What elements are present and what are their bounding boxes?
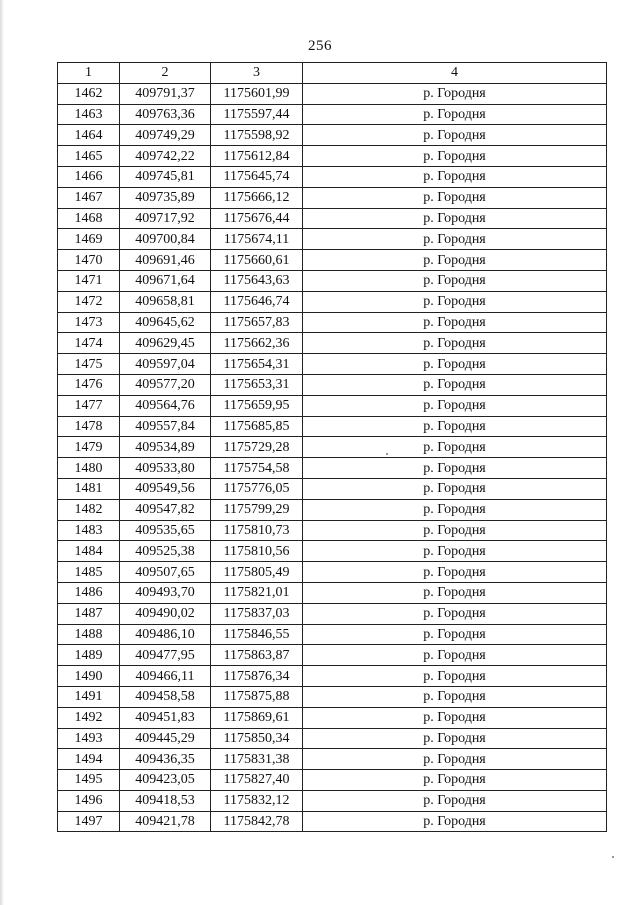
point-number-cell: 1496 <box>58 790 120 811</box>
x-coordinate-cell: 409486,10 <box>120 624 211 645</box>
column-header-2: 2 <box>120 63 211 84</box>
page-number: 256 <box>308 38 332 54</box>
table-row <box>58 707 607 728</box>
scan-speck <box>386 453 388 455</box>
point-number-cell: 1469 <box>58 229 120 250</box>
description-cell: р. Городня <box>303 728 607 749</box>
table-row <box>58 354 607 375</box>
x-coordinate-cell: 409418,53 <box>120 790 211 811</box>
point-number-cell: 1476 <box>58 374 120 395</box>
table-row <box>58 790 607 811</box>
x-coordinate-cell: 409477,95 <box>120 645 211 666</box>
point-number-cell: 1464 <box>58 125 120 146</box>
y-coordinate-cell: 1175850,34 <box>211 728 303 749</box>
y-coordinate-cell: 1175875,88 <box>211 686 303 707</box>
x-coordinate-cell: 409717,92 <box>120 208 211 229</box>
point-number-cell: 1482 <box>58 499 120 520</box>
column-header-4: 4 <box>303 63 607 84</box>
point-number-cell: 1495 <box>58 770 120 791</box>
y-coordinate-cell: 1175657,83 <box>211 312 303 333</box>
table-row <box>58 520 607 541</box>
description-cell: р. Городня <box>303 686 607 707</box>
table-row <box>58 416 607 437</box>
point-number-cell: 1488 <box>58 624 120 645</box>
x-coordinate-cell: 409557,84 <box>120 416 211 437</box>
point-number-cell: 1497 <box>58 811 120 832</box>
point-number-cell: 1463 <box>58 104 120 125</box>
description-cell: р. Городня <box>303 354 607 375</box>
description-cell: р. Городня <box>303 811 607 832</box>
description-cell: р. Городня <box>303 187 607 208</box>
point-number-cell: 1471 <box>58 270 120 291</box>
table-row <box>58 499 607 520</box>
table-row <box>58 187 607 208</box>
table-row <box>58 770 607 791</box>
description-cell: р. Городня <box>303 166 607 187</box>
x-coordinate-cell: 409763,36 <box>120 104 211 125</box>
y-coordinate-cell: 1175654,31 <box>211 354 303 375</box>
point-number-cell: 1493 <box>58 728 120 749</box>
description-cell: р. Городня <box>303 499 607 520</box>
point-number-cell: 1492 <box>58 707 120 728</box>
point-number-cell: 1491 <box>58 686 120 707</box>
point-number-cell: 1481 <box>58 478 120 499</box>
description-cell: р. Городня <box>303 333 607 354</box>
table-row <box>58 582 607 603</box>
x-coordinate-cell: 409791,37 <box>120 83 211 104</box>
point-number-cell: 1466 <box>58 166 120 187</box>
y-coordinate-cell: 1175597,44 <box>211 104 303 125</box>
point-number-cell: 1487 <box>58 603 120 624</box>
point-number-cell: 1480 <box>58 458 120 479</box>
y-coordinate-cell: 1175846,55 <box>211 624 303 645</box>
x-coordinate-cell: 409423,05 <box>120 770 211 791</box>
description-cell: р. Городня <box>303 146 607 167</box>
table-row <box>58 125 607 146</box>
x-coordinate-cell: 409535,65 <box>120 520 211 541</box>
point-number-cell: 1468 <box>58 208 120 229</box>
description-cell: р. Городня <box>303 624 607 645</box>
table-row <box>58 728 607 749</box>
description-cell: р. Городня <box>303 582 607 603</box>
y-coordinate-cell: 1175653,31 <box>211 374 303 395</box>
table-row <box>58 229 607 250</box>
table-row <box>58 104 607 125</box>
description-cell: р. Городня <box>303 437 607 458</box>
scan-edge-shadow <box>0 0 4 905</box>
x-coordinate-cell: 409436,35 <box>120 749 211 770</box>
y-coordinate-cell: 1175729,28 <box>211 437 303 458</box>
y-coordinate-cell: 1175645,74 <box>211 166 303 187</box>
point-number-cell: 1473 <box>58 312 120 333</box>
y-coordinate-cell: 1175685,85 <box>211 416 303 437</box>
table-row <box>58 333 607 354</box>
point-number-cell: 1467 <box>58 187 120 208</box>
y-coordinate-cell: 1175659,95 <box>211 395 303 416</box>
description-cell: р. Городня <box>303 458 607 479</box>
table-row <box>58 541 607 562</box>
table-row <box>58 624 607 645</box>
x-coordinate-cell: 409525,38 <box>120 541 211 562</box>
y-coordinate-cell: 1175863,87 <box>211 645 303 666</box>
table-row <box>58 250 607 271</box>
table-row <box>58 374 607 395</box>
table-row <box>58 166 607 187</box>
x-coordinate-cell: 409700,84 <box>120 229 211 250</box>
y-coordinate-cell: 1175805,49 <box>211 562 303 583</box>
y-coordinate-cell: 1175810,73 <box>211 520 303 541</box>
table-row <box>58 603 607 624</box>
description-cell: р. Городня <box>303 707 607 728</box>
description-cell: р. Городня <box>303 250 607 271</box>
y-coordinate-cell: 1175799,29 <box>211 499 303 520</box>
description-cell: р. Городня <box>303 104 607 125</box>
description-cell: р. Городня <box>303 83 607 104</box>
description-cell: р. Городня <box>303 395 607 416</box>
y-coordinate-cell: 1175827,40 <box>211 770 303 791</box>
y-coordinate-cell: 1175646,74 <box>211 291 303 312</box>
point-number-cell: 1478 <box>58 416 120 437</box>
y-coordinate-cell: 1175810,56 <box>211 541 303 562</box>
y-coordinate-cell: 1175674,11 <box>211 229 303 250</box>
y-coordinate-cell: 1175662,36 <box>211 333 303 354</box>
table-row <box>58 291 607 312</box>
table-row <box>58 666 607 687</box>
x-coordinate-cell: 409533,80 <box>120 458 211 479</box>
point-number-cell: 1475 <box>58 354 120 375</box>
x-coordinate-cell: 409549,56 <box>120 478 211 499</box>
table-row <box>58 749 607 770</box>
y-coordinate-cell: 1175837,03 <box>211 603 303 624</box>
description-cell: р. Городня <box>303 520 607 541</box>
coordinates-table <box>57 62 607 832</box>
point-number-cell: 1485 <box>58 562 120 583</box>
x-coordinate-cell: 409597,04 <box>120 354 211 375</box>
y-coordinate-cell: 1175601,99 <box>211 83 303 104</box>
table-row <box>58 395 607 416</box>
description-cell: р. Городня <box>303 770 607 791</box>
point-number-cell: 1484 <box>58 541 120 562</box>
description-cell: р. Городня <box>303 291 607 312</box>
x-coordinate-cell: 409490,02 <box>120 603 211 624</box>
table-row <box>58 312 607 333</box>
description-cell: р. Городня <box>303 603 607 624</box>
x-coordinate-cell: 409735,89 <box>120 187 211 208</box>
table-row <box>58 478 607 499</box>
y-coordinate-cell: 1175876,34 <box>211 666 303 687</box>
point-number-cell: 1462 <box>58 83 120 104</box>
description-cell: р. Городня <box>303 749 607 770</box>
table-row <box>58 437 607 458</box>
table-body <box>58 83 607 832</box>
x-coordinate-cell: 409742,22 <box>120 146 211 167</box>
point-number-cell: 1486 <box>58 582 120 603</box>
y-coordinate-cell: 1175660,61 <box>211 250 303 271</box>
description-cell: р. Городня <box>303 666 607 687</box>
description-cell: р. Городня <box>303 478 607 499</box>
point-number-cell: 1472 <box>58 291 120 312</box>
y-coordinate-cell: 1175831,38 <box>211 749 303 770</box>
x-coordinate-cell: 409466,11 <box>120 666 211 687</box>
x-coordinate-cell: 409564,76 <box>120 395 211 416</box>
point-number-cell: 1489 <box>58 645 120 666</box>
x-coordinate-cell: 409445,29 <box>120 728 211 749</box>
y-coordinate-cell: 1175612,84 <box>211 146 303 167</box>
column-header-3: 3 <box>211 63 303 84</box>
point-number-cell: 1465 <box>58 146 120 167</box>
x-coordinate-cell: 409451,83 <box>120 707 211 728</box>
y-coordinate-cell: 1175643,63 <box>211 270 303 291</box>
x-coordinate-cell: 409745,81 <box>120 166 211 187</box>
table-row <box>58 562 607 583</box>
x-coordinate-cell: 409547,82 <box>120 499 211 520</box>
description-cell: р. Городня <box>303 270 607 291</box>
description-cell: р. Городня <box>303 208 607 229</box>
description-cell: р. Городня <box>303 374 607 395</box>
x-coordinate-cell: 409458,58 <box>120 686 211 707</box>
table-row <box>58 645 607 666</box>
table-row <box>58 811 607 832</box>
description-cell: р. Городня <box>303 416 607 437</box>
y-coordinate-cell: 1175754,58 <box>211 458 303 479</box>
y-coordinate-cell: 1175776,05 <box>211 478 303 499</box>
point-number-cell: 1470 <box>58 250 120 271</box>
description-cell: р. Городня <box>303 790 607 811</box>
point-number-cell: 1477 <box>58 395 120 416</box>
description-cell: р. Городня <box>303 312 607 333</box>
column-header-1: 1 <box>58 63 120 84</box>
x-coordinate-cell: 409658,81 <box>120 291 211 312</box>
description-cell: р. Городня <box>303 125 607 146</box>
table-row <box>58 146 607 167</box>
description-cell: р. Городня <box>303 229 607 250</box>
point-number-cell: 1483 <box>58 520 120 541</box>
table-header-row <box>58 63 607 84</box>
point-number-cell: 1479 <box>58 437 120 458</box>
x-coordinate-cell: 409629,45 <box>120 333 211 354</box>
table-row <box>58 458 607 479</box>
point-number-cell: 1494 <box>58 749 120 770</box>
point-number-cell: 1474 <box>58 333 120 354</box>
table-row <box>58 83 607 104</box>
scan-speck <box>612 856 614 858</box>
x-coordinate-cell: 409534,89 <box>120 437 211 458</box>
x-coordinate-cell: 409421,78 <box>120 811 211 832</box>
x-coordinate-cell: 409577,20 <box>120 374 211 395</box>
table-row <box>58 208 607 229</box>
x-coordinate-cell: 409749,29 <box>120 125 211 146</box>
y-coordinate-cell: 1175666,12 <box>211 187 303 208</box>
x-coordinate-cell: 409493,70 <box>120 582 211 603</box>
y-coordinate-cell: 1175598,92 <box>211 125 303 146</box>
x-coordinate-cell: 409645,62 <box>120 312 211 333</box>
table-row <box>58 686 607 707</box>
point-number-cell: 1490 <box>58 666 120 687</box>
y-coordinate-cell: 1175869,61 <box>211 707 303 728</box>
y-coordinate-cell: 1175832,12 <box>211 790 303 811</box>
table-row <box>58 270 607 291</box>
y-coordinate-cell: 1175676,44 <box>211 208 303 229</box>
description-cell: р. Городня <box>303 645 607 666</box>
x-coordinate-cell: 409671,64 <box>120 270 211 291</box>
description-cell: р. Городня <box>303 541 607 562</box>
y-coordinate-cell: 1175821,01 <box>211 582 303 603</box>
x-coordinate-cell: 409507,65 <box>120 562 211 583</box>
x-coordinate-cell: 409691,46 <box>120 250 211 271</box>
description-cell: р. Городня <box>303 562 607 583</box>
y-coordinate-cell: 1175842,78 <box>211 811 303 832</box>
